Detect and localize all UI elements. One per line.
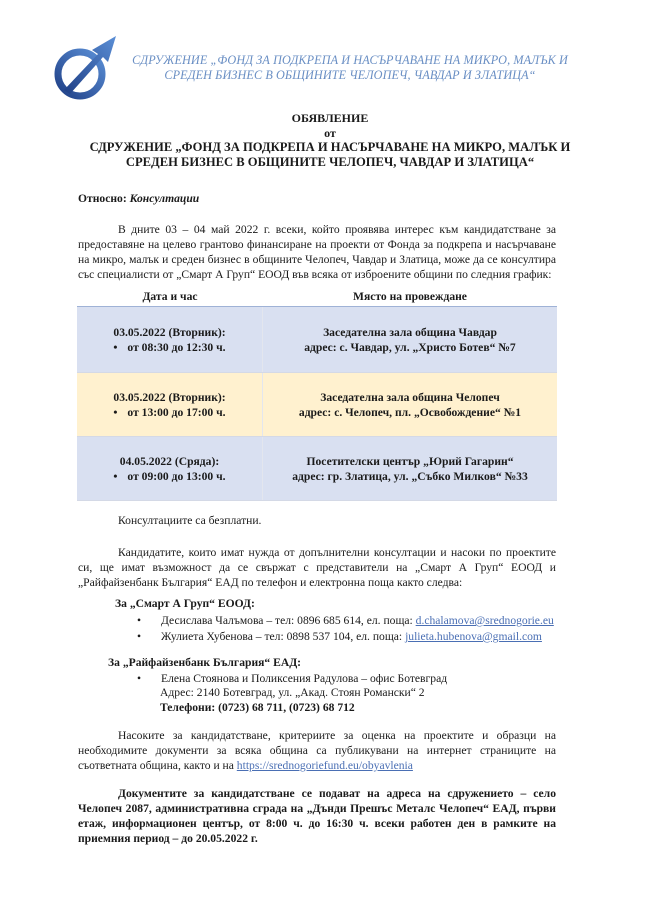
website-link[interactable]: https://srednogoriefund.eu/obyavlenia [236,759,413,772]
subject-label: Относно: [78,192,127,205]
schedule-table-header [77,290,557,306]
bullet-icon: • [113,340,118,354]
guidelines-paragraph [78,728,556,773]
contact-item [137,613,554,629]
contact-intro-paragraph: Кандидатите, които имат нужда от допълнителни консултации и насоки по проектите си, ще имат възможност да се свържат с представители на „Смарт А Груп“ ЕООД и „Райфайзенбанк България“ ЕАД по телефон и електронна поща както следва: [78,546,556,589]
smart-group-heading: За „Смарт А Груп“ ЕООД: [115,597,255,610]
raiffeisen-phones: Телефони: (0723) 68 711, (0723) 68 712 [160,701,355,714]
row-address: адрес: с. Челопеч, пл. „Освобождение“ №1 [298,405,522,419]
row-time: от 13:00 до 17:00 ч. [127,405,226,419]
row-time: от 09:00 до 13:00 ч. [127,469,226,483]
letterhead-line-1: СДРУЖЕНИЕ „ФОНД ЗА ПОДКРЕПА И НАСЪРЧАВАНЕ НА МИКРО, МАЛЪК И [132,53,568,67]
schedule-table [77,306,557,501]
place-cell [263,390,557,420]
row-date: 03.05.2022 (Вторник): [113,390,226,404]
contact-item [137,671,447,687]
raiffeisen-heading: За „Райфайзенбанк България“ ЕАД: [108,656,302,669]
row-place: Посетителски център „Юрий Гагарин“ [306,454,514,468]
letterhead-line-2: СРЕДЕН БИЗНЕС В ОБЩИНИТЕ ЧЕЛОПЕЧ, ЧАВДАР И ЗЛАТИЦА“ [164,68,536,82]
free-consultations-note: Консултациите са безплатни. [118,514,262,527]
row-time: от 08:30 до 12:30 ч. [127,340,226,354]
organization-logo-icon [50,30,120,102]
table-row [77,373,557,437]
bullet-icon: • [113,469,118,483]
title-from: от [324,125,336,140]
row-date: 04.05.2022 (Сряда): [119,454,220,468]
bullet-icon: • [137,630,142,643]
row-place: Заседателна зала община Чавдар [323,325,497,339]
bullet-icon: • [113,405,118,419]
documents-submission-paragraph: Документите за кандидатстване се подават на адреса на сдружението – село Челопеч 2087, административна сграда на „Дънди Прешъс Металс Челопеч“ ЕАД, първи етаж, информационен център, от 8:00 ч. до 16:30 ч. всеки работен ден в рамките на приемния период – до 20.05.2022 г. [78,787,556,845]
row-address: адрес: с. Чавдар, ул. „Христо Ботев“ №7 [304,340,516,354]
contact-item [137,629,542,645]
contact-text: Елена Стоянова и Поликсения Радулова – офис Ботевград [161,672,448,685]
place-cell [263,454,557,484]
row-address: адрес: гр. Златица, ул. „Събко Милков“ №33 [292,469,528,483]
column-header-place: Място на провеждане [353,290,467,303]
bullet-icon: • [137,672,142,685]
letterhead-org-name [120,53,580,83]
column-header-date: Дата и час [142,290,198,303]
subject-value: Консултации [129,192,200,205]
title-org-line-1: СДРУЖЕНИЕ „ФОНД ЗА ПОДКРЕПА И НАСЪРЧАВАНЕ НА МИКРО, МАЛЪК И [89,140,571,154]
announcement-title [70,111,590,169]
bullet-icon: • [137,614,142,627]
date-cell [77,373,263,436]
date-cell [77,437,263,500]
contact-text: Жулиета Хубенова – тел: 0898 537 104, ел. поща: [161,630,406,643]
table-row [77,437,557,501]
intro-paragraph: В дните 03 – 04 май 2022 г. всеки, който проявява интерес към кандидатстване за предоставяне на целево грантово финансиране на проекти от Фонда за подкрепа и насърчаване на микро, малък и среден бизнес в общините Челопеч, Чавдар и Златица, може да се консултира със специалисти от „Смарт А Груп“ ЕООД във всяка от изброените общини по следния график: [78,223,556,281]
guidelines-text: Насоките за кандидатстване, критериите за оценка на проектите и образци на необходимите документи за всяка община са публикувани на интернет страниците на съответната община, както и на [78,729,556,772]
date-cell [77,307,263,372]
email-link[interactable]: d.chalamova@srednogorie.eu [415,614,554,627]
title-org-line-2: СРЕДЕН БИЗНЕС В ОБЩИНИТЕ ЧЕЛОПЕЧ, ЧАВДАР И ЗЛАТИЦА“ [125,154,535,169]
title-heading: ОБЯВЛЕНИЕ [291,111,369,125]
contact-text: Десислава Чалъмова – тел: 0896 685 614, ел. поща: [161,614,416,627]
table-row [77,307,557,373]
row-date: 03.05.2022 (Вторник): [113,325,226,339]
subject-line [78,192,199,205]
row-place: Заседателна зала община Челопеч [320,390,500,404]
raiffeisen-address: Адрес: 2140 Ботевград, ул. „Акад. Стоян Романски“ 2 [160,686,425,699]
place-cell [263,325,557,355]
email-link[interactable]: julieta.hubenova@gmail.com [405,630,542,643]
